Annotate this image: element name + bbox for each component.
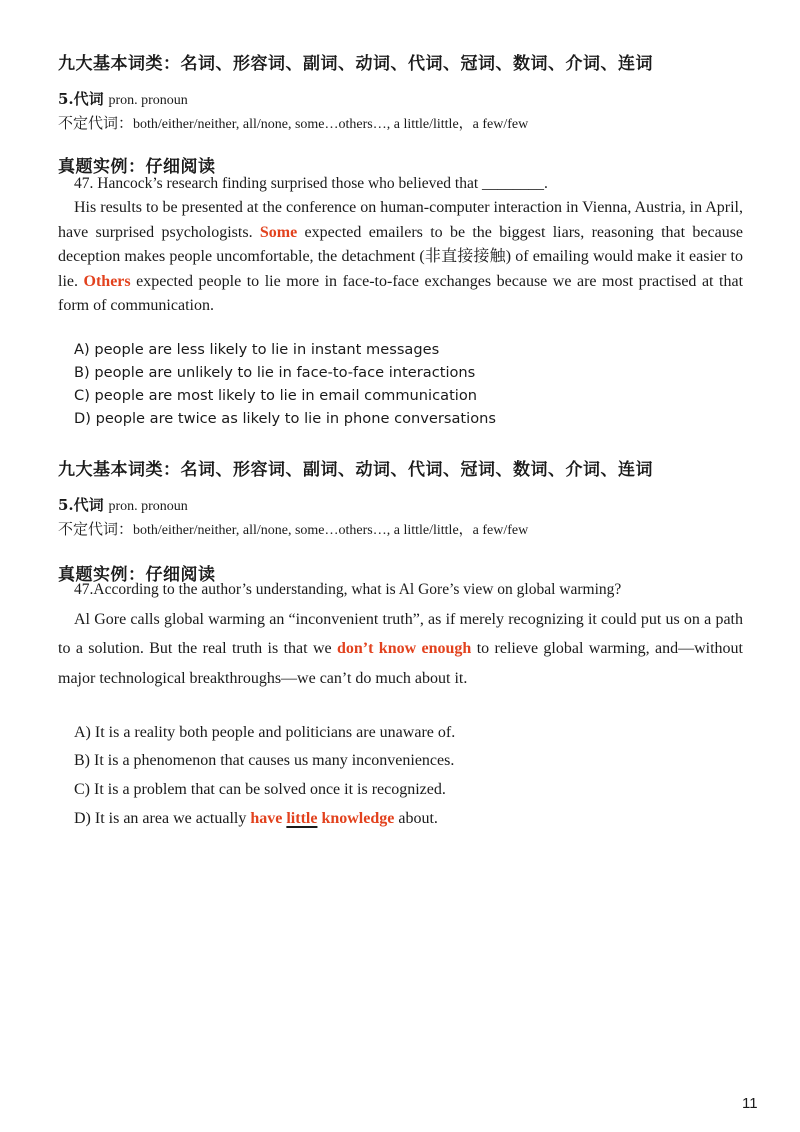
word-class-heading: 九大基本词类：名词、形容词、副词、动词、代词、冠词、数词、介词、连词 (58, 54, 653, 74)
pronoun-label: pron. pronoun (108, 499, 188, 514)
indefinite-list: both/either/neither, all/none, some…others…, a little/little，a few/few (133, 117, 529, 132)
passage-text: to relieve global warming, and—without major technological breakthroughs—we can’t do much about it. (58, 640, 744, 687)
passage-text: His results to be presented at the conference on human-computer interaction in Vienna, Austria, in April, have surprised psychologists. (58, 199, 743, 241)
question-47-gore: 47.According to the author’s understanding, what is Al Gore’s view on global warming? (74, 581, 622, 598)
pronoun-subtitle (58, 88, 743, 109)
option-c: C) people are most likely to lie in email communication (74, 387, 478, 404)
example-heading: 真题实例：仔细阅读 (58, 565, 216, 585)
pronoun-number: 5.代词 (58, 90, 104, 108)
option-d-suffix: about. (398, 810, 438, 827)
option-d: D) people are twice as likely to lie in phone conversations (74, 410, 496, 427)
indefinite-label: 不定代词： (58, 114, 134, 132)
page-number: 11 (742, 1095, 758, 1112)
passage-text: Al Gore calls global warming an “inconvenient truth”, as if merely recognizing it could put us on a path to a solution. But the real truth is that we (58, 611, 743, 658)
question-47: 47. Hancock’s research finding surprised those who believed that ________. (74, 175, 548, 192)
option-c: C) It is a problem that can be solved once it is recognized. (74, 781, 446, 798)
pronoun-subtitle (58, 494, 743, 515)
pronoun-number: 5.代词 (58, 496, 104, 514)
option-a: A) people are less likely to lie in instant messages (74, 341, 440, 358)
passage-paragraph (58, 196, 743, 319)
passage-text: expected emailers to be the biggest liars, reasoning that because deception makes people uncomfortable, the detachment (非直接接触) of emailing would make it easier to lie. (58, 223, 744, 290)
highlight-dont-know-enough: don’t know enough (336, 640, 472, 658)
option-a: A) It is a reality both people and politicians are unaware of. (74, 724, 456, 741)
example-heading: 真题实例：仔细阅读 (58, 157, 216, 177)
indefinite-label: 不定代词： (58, 520, 134, 538)
option-d (74, 810, 438, 828)
option-b: B) people are unlikely to lie in face-to-face interactions (74, 364, 476, 381)
passage-paragraph (58, 605, 743, 693)
highlight-others: Others (83, 272, 131, 290)
highlight-little: little (286, 810, 318, 827)
highlight-some: Some (259, 223, 298, 241)
indefinite-pronouns-line (58, 518, 743, 539)
highlight-knowledge: knowledge (321, 810, 395, 827)
pronoun-label: pron. pronoun (108, 93, 188, 108)
highlight-have: have (250, 810, 283, 827)
indefinite-list: both/either/neither, all/none, some…others…, a little/little，a few/few (133, 523, 529, 538)
indefinite-pronouns-line (58, 112, 743, 133)
word-class-heading: 九大基本词类：名词、形容词、副词、动词、代词、冠词、数词、介词、连词 (58, 460, 653, 480)
passage-text: expected people to lie more in face-to-face exchanges because we are most practised at that form of communication. (58, 272, 744, 315)
option-d-prefix: D) It is an area we actually (74, 810, 247, 827)
option-b: B) It is a phenomenon that causes us many inconveniences. (74, 752, 455, 769)
